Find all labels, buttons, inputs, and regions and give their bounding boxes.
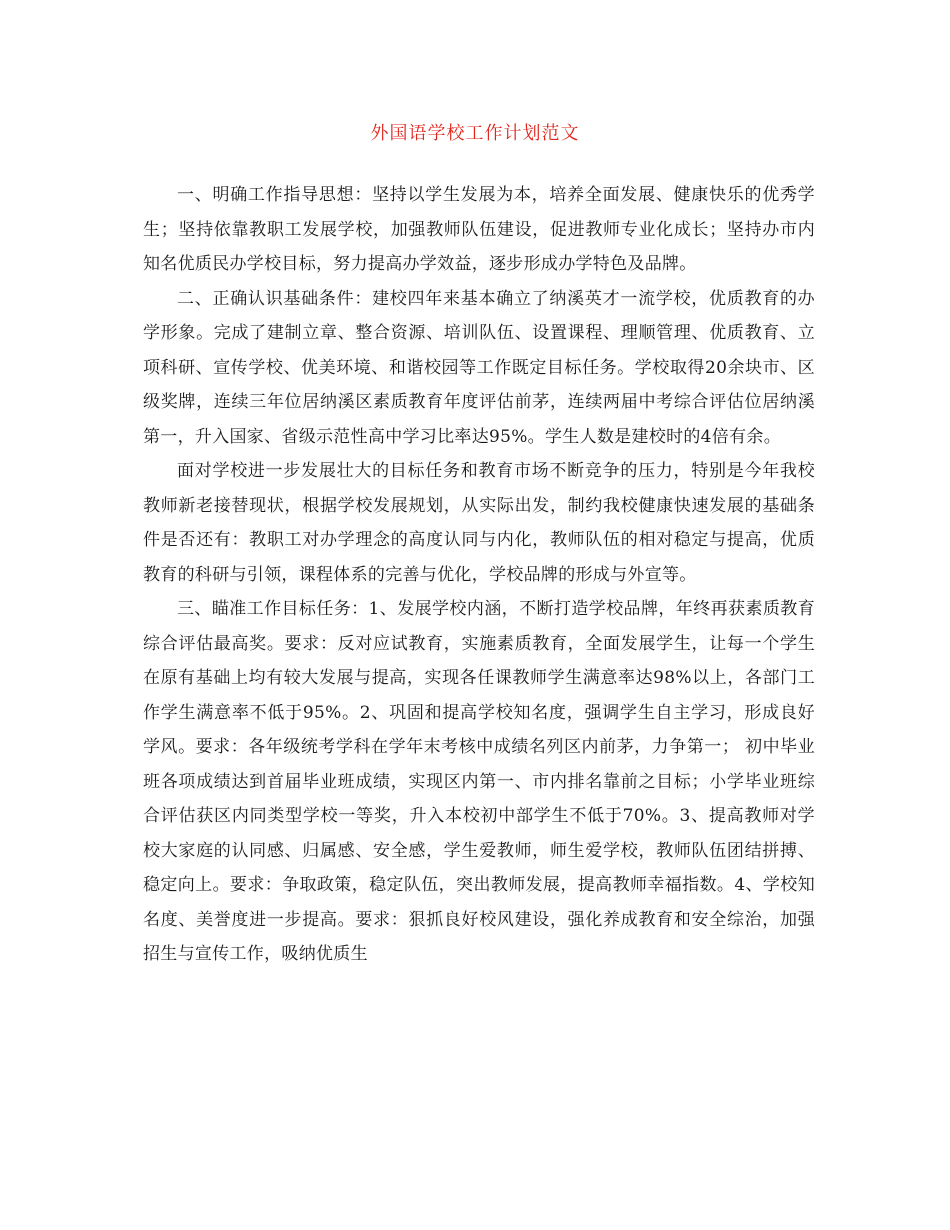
paragraph-goals-tasks: 三、瞄准工作目标任务：1、发展学校内涵，不断打造学校品牌，年终再获素质教育综合评估最高奖。要求：反对应试教育，实施素质教育，全面发展学生，让每一个学生在原有基础上均有较大发展与提高，实现各任课教师学生满意率达98%以上，各部门工作学生满意率不低于95%。2、巩固和提高学校知名度，强调学生自主学习，形成良好学风。要求：各年级统考学科在学年末考核中成绩名列区内前茅，力争第一； 初中毕业班各项成绩达到首届毕业班成绩，实现区内第一、市内排名靠前之目标；小学毕业班综合评估获区内同类型学校一等奖，升入本校初中部学生不低于70%。3、提高教师对学校大家庭的认同感、归属感、安全感，学生爱教师，师生爱学校，教师队伍团结拼搏、稳定向上。要求：争取政策，稳定队伍，突出教师发展，提高教师幸福指数。4、学校知名度、美誉度进一步提高。要求：狠抓良好校风建设，强化养成教育和安全综治，加强招生与宣传工作，吸纳优质生 <box>143 599 815 964</box>
document-title: 外国语学校工作计划范文 <box>370 123 580 144</box>
paragraph-guiding-ideology: 一、明确工作指导思想：坚持以学生发展为本，培养全面发展、健康快乐的优秀学生；坚持依靠教职工发展学校，加强教师队伍建设，促进教师专业化成长；坚持办市内知名优质民办学校目标，努力提高办学效益，逐步形成办学特色及品牌。 <box>143 185 815 274</box>
paragraph-challenges: 面对学校进一步发展壮大的目标任务和教育市场不断竞争的压力，特别是今年我校教师新老接替现状，根据学校发展规划，从实际出发，制约我校健康快速发展的基础条件是否还有：教职工对办学理念的高度认同与内化，教师队伍的相对稳定与提高，优质教育的科研与引领，课程体系的完善与优化，学校品牌的形成与外宣等。 <box>143 461 815 585</box>
document-body <box>143 178 815 972</box>
paragraph-basic-conditions: 二、正确认识基础条件：建校四年来基本确立了纳溪英才一流学校，优质教育的办学形象。完成了建制立章、整合资源、培训队伍、设置课程、理顺管理、优质教育、立项科研、宣传学校、优美环境、和谐校园等工作既定目标任务。学校取得20余块市、区级奖牌，连续三年位居纳溪区素质教育年度评估前茅，连续两届中考综合评估位居纳溪第一，升入国家、省级示范性高中学习比率达95%。学生人数是建校时的4倍有余。 <box>143 288 815 447</box>
